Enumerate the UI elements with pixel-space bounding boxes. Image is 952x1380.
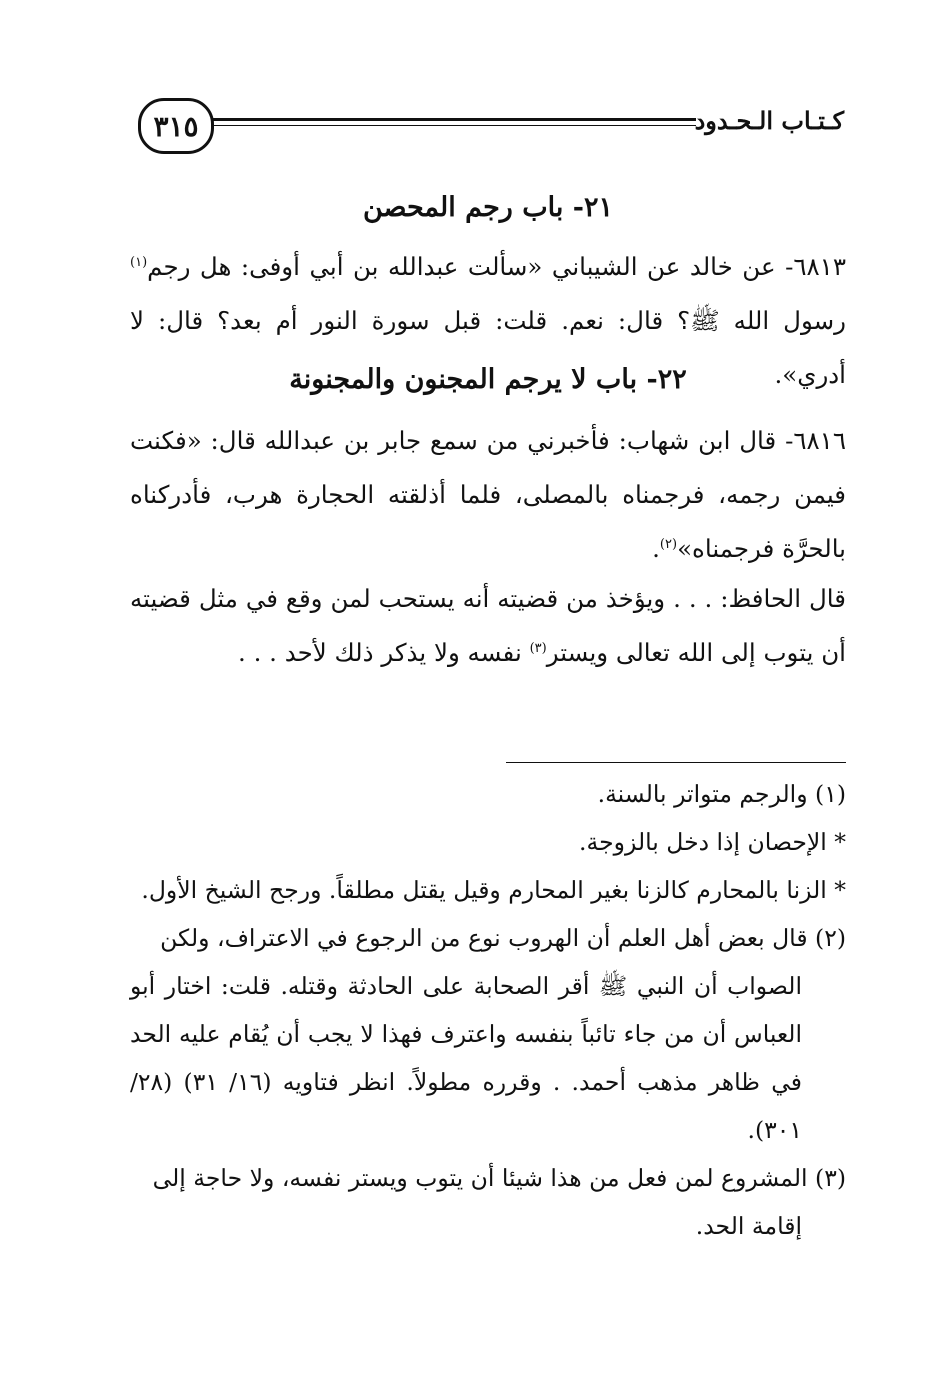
hadith-6813-line2: رسول الله ﷺ؟ قال: نعم. قلت: قبل سورة النور أم بعد؟ قال: لا أدري». xyxy=(130,306,846,389)
footnote-ref-2[interactable]: (٢) xyxy=(659,536,678,552)
hafiz-text-b: نفسه ولا يذكر ذلك لأحد . . . xyxy=(238,638,530,667)
footnote-ref-1[interactable]: (١) xyxy=(130,254,148,270)
footnote-3-line2: إقامة الحد. xyxy=(695,1212,802,1240)
book-title: كـتـاب الـحـدود xyxy=(694,106,844,135)
footnote-note-maharim: * الزنا بالمحارم كالزنا بغير المحارم وقيل يقتل مطلقاً. ورجح الشيخ الأول. xyxy=(141,876,846,904)
footnote-3-line1: (٣) المشروع لمن فعل من هذا شيئا أن يتوب ويستر نفسه، ولا حاجة إلى xyxy=(152,1164,846,1192)
footnote-2-body: الصواب أن النبي ﷺ أقر الصحابة على الحادثة وقتله. قلت: اختار أبو العباس أن من جاء تائباً بنفسه واعترف فهذا لا يجب أن يُقام عليه الحد في ظاهر مذهب أحمد. . وقرره مطولاً. انظر فتاويه (١٦/ ٣١) (٢٨/ ٣٠١). xyxy=(130,972,803,1144)
hadith-6816-body: ٦٨١٦- قال ابن شهاب: فأخبرني من سمع جابر بن عبدالله قال: «فكنت فيمن رجمه، فرجمناه بالمصلى، فلما أذلقته الحجارة هرب، فأدركناه بالحرَّة فرجمناه» xyxy=(130,426,846,563)
header-rule-thin xyxy=(208,125,696,126)
hafiz-text-a: قال الحافظ: . . . ويؤخذ من قضيته أنه يستحب لمن وقع في مثل قضيته أن يتوب إلى الله تعالى ويستر xyxy=(130,584,846,667)
hafiz-comment-text xyxy=(130,572,846,680)
section-heading-22: ٢٢- باب لا يرجم المجنون والمجنونة xyxy=(289,364,687,395)
hafiz-comment xyxy=(130,572,846,680)
footnote-2-line1: (٢) قال بعض أهل العلم أن الهروب نوع من الرجوع في الاعتراف، ولكن xyxy=(160,924,846,952)
footnote-separator xyxy=(506,762,846,763)
page-number: ٣١٥ xyxy=(138,98,214,154)
section-heading-21: ٢١- باب رجم المحصن xyxy=(362,192,613,223)
page-header xyxy=(138,98,844,150)
hadith-6816 xyxy=(130,414,846,576)
footnote-ref-3[interactable]: (٣) xyxy=(529,640,547,656)
header-rule xyxy=(208,118,696,121)
footnote-1: (١) والرجم متواتر بالسنة. xyxy=(597,780,846,808)
footnotes xyxy=(130,770,846,1250)
hadith-6816-end: . xyxy=(652,534,660,563)
hadith-6813-line1: ٦٨١٣- عن خالد عن الشيباني «سألت عبدالله بن أبي أوفى: هل رجم xyxy=(147,252,846,281)
footnote-note-ihsan: * الإحصان إذا دخل بالزوجة. xyxy=(579,828,846,856)
hadith-6816-text xyxy=(130,414,846,576)
